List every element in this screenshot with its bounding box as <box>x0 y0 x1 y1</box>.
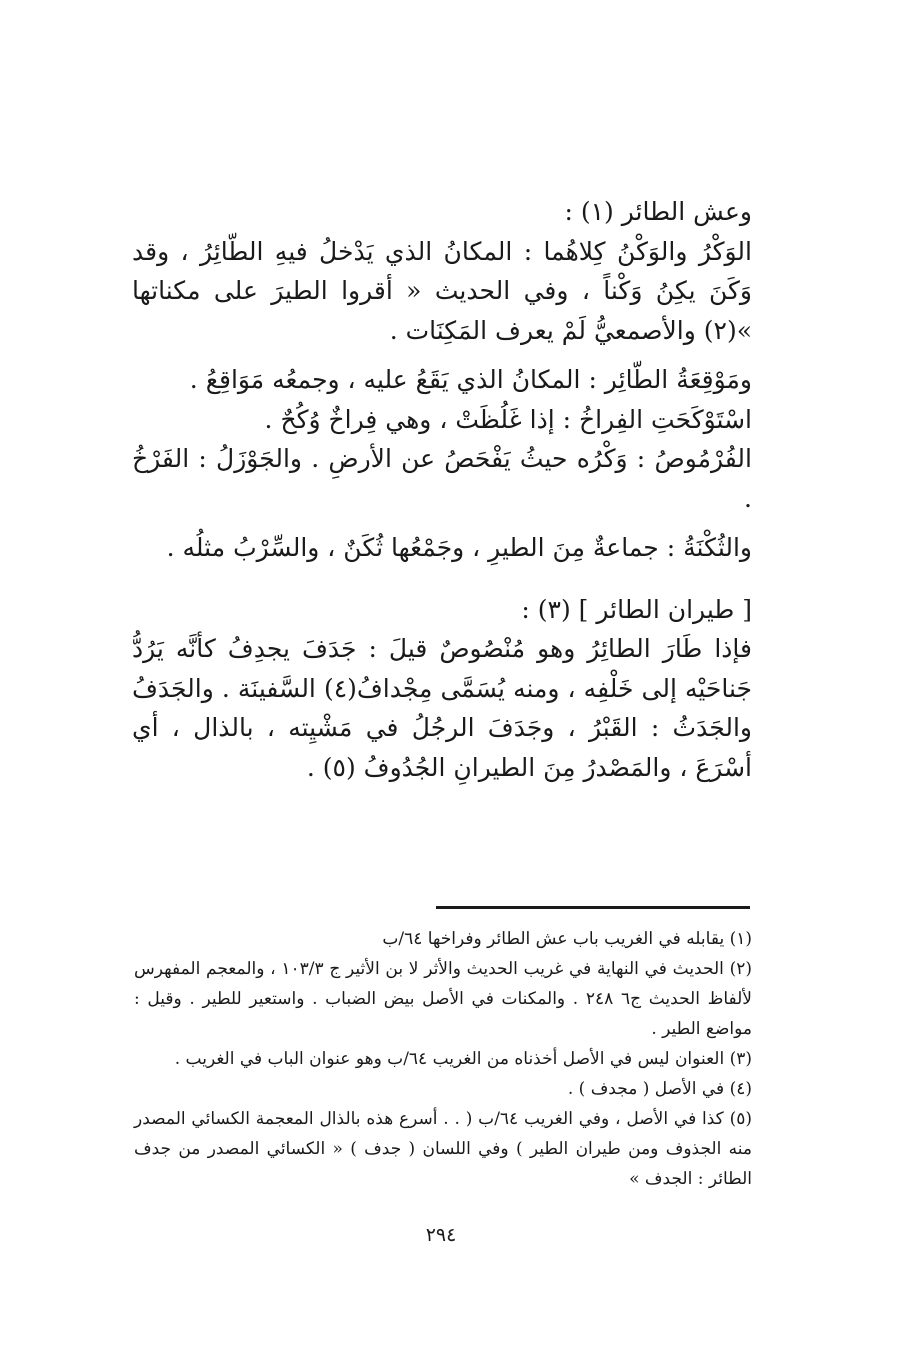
paragraph-mawqia: ومَوْقِعَةُ الطّائِر : المكانُ الذي يَقَعُ عليه ، وجمعُه مَوَاقِعُ . <box>189 365 752 394</box>
section-heading-nest: وعش الطائر (١) : <box>564 197 752 226</box>
section-heading-flight: [ طيران الطائر ] (٣) : <box>521 594 752 624</box>
footnote-2: (٢) الحديث في النهاية في غريب الحديث والأثر لا بن الأثير ج ١٠٣/٣ ، والمعجم المفهرس لألفاظ الحديث ج٦ ٢٤٨ . والمكنات في الأصل بيض الضباب . واستعير للطير . وقيل : مواضع الطير . <box>134 959 753 1039</box>
footnote-3: (٣) العنوان ليس في الأصل أخذناه من الغريب ٦٤/ب وهو عنوان الباب في الغريب . <box>174 1049 752 1069</box>
main-text <box>132 192 752 787</box>
footnote-5: (٥) كذا في الأصل ، وفي الغريب ٦٤/ب ( . . أسرع هذه بالذال المعجمة الكسائي المصدر منه الجذوف ومن طيران الطير ) وفي اللسان ( جدف ) « الكسائي المصدر من جدف الطائر : الجدف » <box>134 1109 753 1189</box>
paragraph-furmus: الفُرْمُوصُ : وَكْرُه حيثُ يَفْحَصُ عن الأرضِ . والجَوْزَلُ : الفَرْخُ . <box>132 444 752 513</box>
page-number: ٢٩٤ <box>425 1224 457 1246</box>
footnote-4: (٤) في الأصل ( مجدف ) . <box>567 1079 752 1099</box>
footnote-divider <box>436 906 750 909</box>
paragraph-wakr: الوَكْرُ والوَكْنُ كِلاهُما : المكانُ الذي يَدْخلُ فيهِ الطّائِرُ ، وقد وَكَنَ يكِنُ وَكْناً ، وفي الحديث « أقروا الطيرَ على مكناتها »(٢) والأصمعيُّ لَمْ يعرف المَكِنَات . <box>132 236 752 345</box>
footnote-1: (١) يقابله في الغريب باب عش الطائر وفراخها ٦٤/ب <box>382 929 752 949</box>
paragraph-istawkahat: اسْتَوْكَحَتِ الفِراخُ : إذا غَلُظَتْ ، وهي فِراخٌ وُكُحٌ . <box>264 404 752 434</box>
paragraph-jadafa: فإذا طَارَ الطائِرُ وهو مُنْصُوصٌ قيلَ : جَدَفَ يجدِفُ كأنَّه يَرُدُّ جَناحَيْه إلى خَلْفِه ، ومنه يُسَمَّى مِجْدافُ(٤) السَّفينَة . والجَدَفُ والجَدَثُ : القَبْرُ ، وجَدَفَ الرجُلُ في مَشْيِته ، بالذال ، أي أسْرَعَ ، والمَصْدرُ مِنَ الطيرانِ الجُدُوفُ (٥) . <box>132 634 752 782</box>
paragraph-thukna: والثُكْنَةُ : جماعةٌ مِنَ الطيرِ ، وجَمْعُها ثُكَنٌ ، والسِّرْبُ مثلُه . <box>166 533 752 562</box>
footnotes <box>134 924 752 1194</box>
